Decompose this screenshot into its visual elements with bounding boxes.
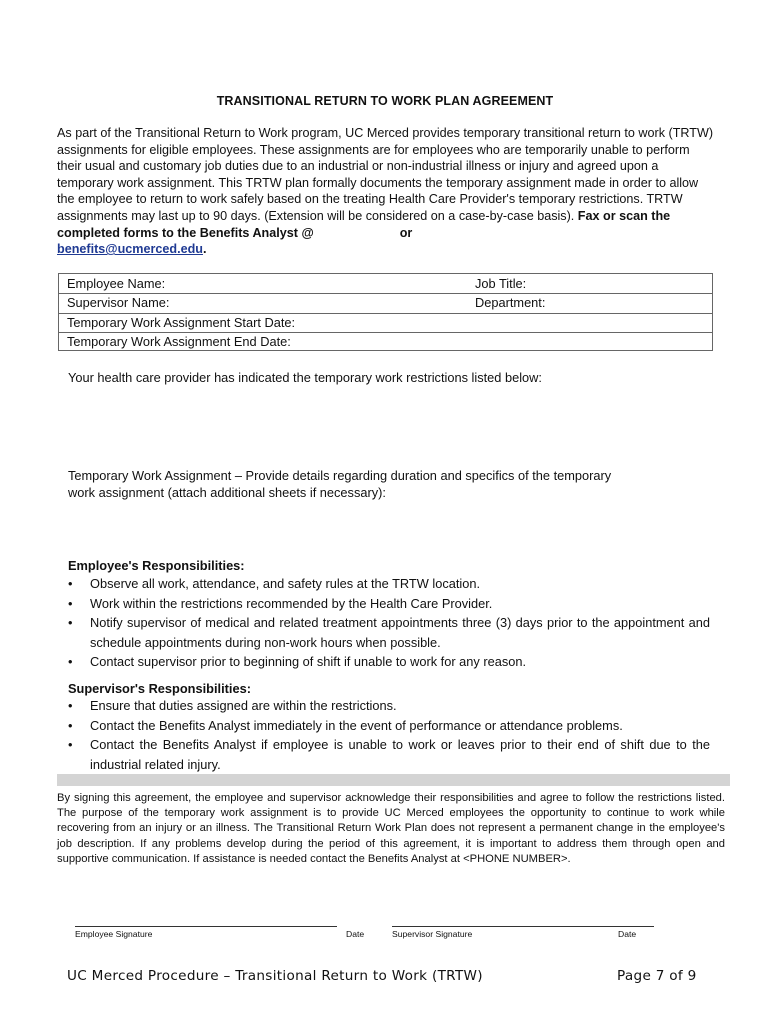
info-row-employee [59,274,712,294]
list-item-text: Work within the restrictions recommended by the Health Care Provider. [90,595,493,611]
supervisor-signature-label: Supervisor Signature [392,929,473,939]
job-title-label: Job Title: [475,276,527,291]
bullet-icon: • [68,615,73,631]
info-row-end-date [59,332,712,352]
bullet-icon: • [68,737,73,753]
list-item-text: Contact supervisor prior to beginning of shift if unable to work for any reason. [90,654,527,670]
page-number: Page 7 of 9 [617,968,697,984]
acknowledgement-paragraph: By signing this agreement, the employee and supervisor acknowledge their responsibilities and agree to follow the restrictions listed. The purpose of the temporary work assignment is to provide UC Merced employees the opportunity to continue to work while recovering from an injury or an illness. The Transitional Return Work Plan does not represent a permanent change in the employee's job description. If any problems develop during the period of this agreement, it is important to address them through open and supportive communication. If assistance is needed contact the Benefits Analyst at <PHONE NUMBER>. [57,792,725,865]
bullet-icon: • [68,717,73,733]
info-row-start-date [59,313,712,333]
bullet-icon: • [68,576,73,591]
supervisor-responsibilities-list [68,696,710,774]
list-item-text: Ensure that duties assigned are within the restrictions. [90,698,397,713]
fax-instruction: Fax or scan the completed forms to the Benefits Analyst @ [57,208,671,240]
list-item [68,735,710,774]
department-label: Department: [475,295,546,310]
supervisor-responsibilities-heading: Supervisor's Responsibilities: [68,681,251,696]
list-item [68,613,710,652]
employee-signature-line[interactable] [75,926,337,927]
employee-date-label: Date [346,929,365,939]
list-item-text: Observe all work, attendance, and safety rules at the TRTW location. [90,576,481,591]
supervisor-date-label: Date [618,929,637,939]
list-item [68,652,710,672]
employee-signature-label: Employee Signature [75,929,153,939]
intro-text: As part of the Transitional Return to Work program, UC Merced provides temporary transitional return to work (TRTW) assignments for eligible employees. These assignments are for employees who are temporarily unable to perform their usual and customary job duties due to an industrial or non-industrial illness or injury and agreed upon a temporary work assignment. This TRTW plan formally documents the temporary assignment made in order to allow the employee to return to work safely based on the treating Health Care Provider's temporary restrictions. TRTW assignments may last up to 90 days. (Extension will be considered on a case-by-case basis). [57,126,714,223]
footer-title: UC Merced Procedure – Transitional Return to Work (TRTW) [67,968,483,984]
assignment-line-1: Temporary Work Assignment – Provide details regarding duration and specifics of the temporary [68,468,612,483]
benefits-email-link[interactable]: benefits@ucmerced.edu [57,242,203,257]
list-item [68,574,710,594]
document-title: TRANSITIONAL RETURN TO WORK PLAN AGREEMENT [216,94,554,108]
list-item [68,696,710,716]
intro-period: . [202,242,207,257]
end-date-label: Temporary Work Assignment End Date: [67,334,291,349]
employee-responsibilities-list [68,574,710,672]
supervisor-signature-line[interactable] [392,926,654,927]
restrictions-text: Your health care provider has indicated the temporary work restrictions listed below: [68,370,542,385]
list-item-text: Contact the Benefits Analyst if employee is unable to work or leaves prior to their end of shift due to the industrial related injury. [90,737,710,772]
employee-name-label: Employee Name: [67,276,166,291]
fax-instruction-or: or [399,225,413,240]
list-item-text: Contact the Benefits Analyst immediately in the event of performance or attendance problems. [90,717,623,733]
list-item [68,594,710,614]
intro-paragraph [57,125,717,258]
bullet-icon: • [68,698,73,713]
list-item [68,716,710,736]
assignment-line-2: work assignment (attach additional sheets if necessary): [68,485,386,500]
bullet-icon: • [68,595,73,611]
supervisor-name-label: Supervisor Name: [67,295,170,310]
info-row-supervisor [59,293,712,313]
section-divider-bar [57,774,730,786]
employee-info-box [58,273,713,351]
list-item-text: Notify supervisor of medical and related treatment appointments three (3) days prior to the appointment and schedule appointments during non-work hours when possible. [90,615,710,650]
start-date-label: Temporary Work Assignment Start Date: [67,315,296,330]
employee-responsibilities-heading: Employee's Responsibilities: [68,558,245,573]
bullet-icon: • [68,654,73,670]
